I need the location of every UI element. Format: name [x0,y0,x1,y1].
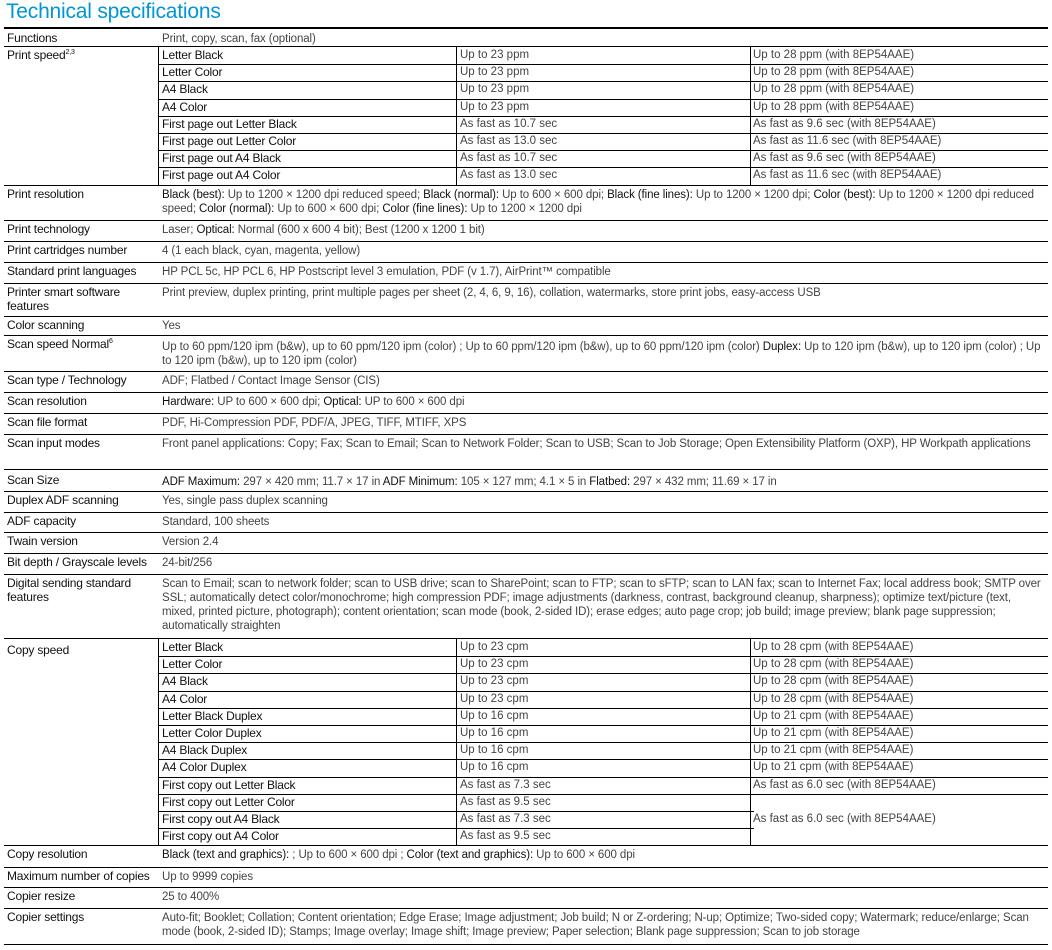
spec-label: Copier settings [7,910,85,924]
spec-label: Scan Size [7,473,60,487]
speed-row [158,794,1048,811]
spec-label: ADF capacity [7,514,76,528]
speed-standard-value: Up to 16 cpm [460,744,529,757]
spec-label: Copy speed [7,643,70,657]
speed-standard-value: Up to 23 ppm [460,100,530,113]
spec-label: Copy resolution [7,847,88,861]
speed-standard-value: Up to 23 cpm [460,658,529,671]
page-title: Technical specifications [6,0,221,23]
spec-label: Print resolution [7,187,84,201]
speed-row [158,64,1048,81]
speed-row [158,150,1048,167]
spec-label: Twain version [7,534,78,548]
speed-row-label: Letter Black [162,48,223,62]
speed-standard-value: As fast as 9.5 sec [460,795,551,808]
column-divider [456,47,457,185]
spec-row-print-technology [4,221,1048,242]
column-divider [750,639,751,845]
speed-standard-value: Up to 16 cpm [460,709,529,722]
speed-row [158,133,1048,150]
speed-standard-value: Up to 23 ppm [460,66,530,79]
speed-row-label: A4 Color [162,691,208,706]
column-divider [158,47,159,185]
spec-label: Scan input modes [7,436,100,450]
spec-value: 25 to 400% [162,891,220,903]
spec-label: Maximum number of copies [7,869,150,883]
title-divider [4,27,1048,29]
speed-row-label: Letter Black [162,640,223,654]
speed-row-label: A4 Black [162,674,208,689]
spec-row-color-scanning [4,317,1048,336]
speed-row [158,777,1048,794]
spec-label: Functions [7,31,58,45]
spec-row-copy-resolution [4,846,1048,868]
spec-value: 4 (1 each black, cyan, magenta, yellow) [162,245,361,257]
speed-row-label: First copy out A4 Black [162,812,280,826]
spec-row-print-resolution [4,186,1048,221]
speed-optional-value: Up to 28 cpm (with 8EP54AAE) [753,675,914,688]
spec-value: Front panel applications: Copy; Fax; Scan to Email; Scan to Network Folder; Scan to USB; Scan to Job Storage; Open Extensibility Platform (OXP), HP Workpath applications [162,438,1031,450]
column-divider [750,47,751,185]
column-divider [456,639,457,845]
spec-label: Scan speed Normal$^6$ [7,337,113,351]
speed-standard-value: As fast as 10.7 sec [460,152,558,165]
spec-row-scan-size [4,470,1048,492]
column-divider [158,639,159,845]
speed-row [158,691,1048,708]
spec-row-scan-resolution [4,393,1048,414]
speed-row [158,759,1048,776]
spec-value: Yes, single pass duplex scanning [162,495,328,507]
spec-row-print-cartridges [4,242,1048,263]
speed-row-label: First page out Letter Color [162,134,297,148]
speed-row-label: Letter Black Duplex [162,708,263,723]
speed-row-label: First copy out A4 Color [162,829,279,844]
speed-standard-value: As fast as 10.7 sec [460,117,558,130]
speed-row [158,742,1048,759]
spec-value: Up to 60 ppm/120 ipm (b&w), up to 60 ppm/120 ipm (color) ; Up to 60 ppm/120 ipm (b&w), up to 60 ppm/120 ipm (color) Duplex: Up to 120 ipm (b&w), up to 120 ipm (color) ; Up to 120 ipm (b&w), up to 120 ipm (color) [162,341,1041,367]
speed-standard-value: Up to 23 cpm [460,675,529,688]
speed-standard-value: Up to 16 cpm [460,761,529,774]
speed-row-label: Letter Color [162,65,223,80]
speed-row [158,99,1048,116]
spec-row-scan-speed [4,336,1048,372]
spec-label: Print speed$^{2,3}$ [7,48,75,62]
spec-value: Standard, 100 sheets [162,516,270,528]
speed-optional-value: As fast as 9.6 sec (with 8EP54AAE) [753,152,936,165]
speed-row-label: A4 Black Duplex [162,743,248,758]
speed-standard-value: As fast as 9.5 sec [460,830,551,843]
speed-row-label: First copy out Letter Black [162,777,296,792]
spec-value: Laser; Optical: Normal (600 x 600 4 bit); Best (1200 x 1200 1 bit) [162,224,485,236]
speed-optional-value: Up to 21 cpm (with 8EP54AAE) [753,744,914,757]
spec-value: Up to 9999 copies [162,871,254,883]
speed-optional-value: Up to 28 ppm (with 8EP54AAE) [753,83,915,96]
speed-optional-value: Up to 28 ppm (with 8EP54AAE) [753,49,915,61]
speed-optional-value: As fast as 6.0 sec (with 8EP54AAE) [753,778,936,791]
speed-row [158,116,1048,133]
spec-value: Black (best): Up to 1200 × 1200 dpi reduced speed; Black (normal): Up to 600 × 600 dpi; Black (fine lines): Up to 1200 × 1200 dpi; Color (best): Up to 1200 × 1200 dpi reduced speed; Color (normal): Up to 600 × 600 dpi; Color (fine lines): Up to 1200 × 1200 dpi [162,189,1034,215]
speed-row [158,47,1048,64]
speed-row [158,167,1048,184]
speed-standard-value: As fast as 13.0 sec [460,135,558,147]
spec-row-bit-depth [4,554,1048,575]
speed-optional-value-merged: As fast as 6.0 sec (with 8EP54AAE) [753,812,936,825]
spec-row-scan-file-format [4,414,1048,435]
spec-value: Black (text and graphics): ; Up to 600 × 600 dpi ; Color (text and graphics): Up to 600 × 600 dpi [162,849,635,861]
speed-row-label: First page out Letter Black [162,116,297,131]
spec-value: Hardware: UP to 600 × 600 dpi; Optical: UP to 600 × 600 dpi [162,396,465,408]
speed-standard-value: As fast as 7.3 sec [460,778,551,791]
spec-value: Print, copy, scan, fax (optional) [162,33,316,45]
spec-label: Scan type / Technology [7,373,127,387]
spec-value: Scan to Email; scan to network folder; scan to USB drive; scan to SharePoint; scan to FTP; scan to sFTP; scan to LAN fax; scan to Internet Fax; local address book; SMTP over SSL; automatically detect color/monochrome; high compression PDF; image adjustments (darkness, contrast, background cleanup, sharpness); optimize text/picture (text, mixed, printed picture, photograph); content orientation; scan mode (book, 2-sided ID); erase edges; auto page crop; job build; image preview; blank page suppression; automatically straighten [162,578,1041,632]
speed-optional-value: Up to 28 cpm (with 8EP54AAE) [753,641,914,653]
speed-optional-value: Up to 21 cpm (with 8EP54AAE) [753,709,914,722]
spec-row-copier-resize [4,888,1048,909]
speed-standard-value: Up to 23 cpm [460,641,529,653]
speed-row-label: First page out A4 Black [162,151,281,166]
spec-value: Auto-fit; Booklet; Collation; Content orientation; Edge Erase; Image adjustment; Job build; N or Z-ordering; N-up; Optimize; Two-sided copy; Watermark; reduce/enlarge; Scan mode (book, 2-sided ID); Stamps; Image overlay; Image shift; Image preview; Paper selection; Blank page suppression; Scan to job storage [162,912,1029,938]
speed-standard-value: As fast as 13.0 sec [460,169,558,182]
speed-optional-value: As fast as 11.6 sec (with 8EP54AAE) [753,135,942,147]
speed-standard-value: Up to 16 cpm [460,727,529,739]
spec-value: Yes [162,320,181,332]
spec-row-digital-sending [4,575,1048,639]
speed-standard-value: Up to 23 ppm [460,83,530,96]
speed-row-label: First copy out Letter Color [162,794,295,809]
speed-row-label: Letter Color [162,657,223,672]
spec-row-print-speed [4,47,1048,186]
spec-label: Scan resolution [7,394,87,408]
spec-row-smart-software [4,284,1048,317]
speed-optional-value: Up to 28 cpm (with 8EP54AAE) [753,658,914,671]
spec-row-adf-capacity [4,513,1048,533]
spec-label: Scan file format [7,415,88,429]
speed-optional-value: Up to 28 cpm (with 8EP54AAE) [753,692,914,705]
speed-optional-value: Up to 28 ppm (with 8EP54AAE) [753,66,915,79]
spec-value: ADF; Flatbed / Contact Image Sensor (CIS) [162,375,380,387]
spec-row-functions [4,30,1048,47]
spec-label: Print cartridges number [7,243,128,257]
spec-label: Copier resize [7,889,76,903]
speed-optional-value: Up to 21 cpm (with 8EP54AAE) [753,761,914,774]
speed-row-label: First page out A4 Color [162,168,281,183]
speed-row [158,639,1048,656]
spec-label: Print technology [7,222,90,236]
speed-optional-value: As fast as 11.6 sec (with 8EP54AAE) [753,169,942,182]
spec-row-duplex-adf [4,492,1048,513]
speed-row [158,708,1048,725]
spec-value: ADF Maximum: 297 × 420 mm; 11.7 × 17 in ADF Minimum: 105 × 127 mm; 4.1 × 5 in Flatbed: 297 × 432 mm; 11.69 × 17 in [162,476,777,488]
spec-label: Bit depth / Grayscale levels [7,555,147,569]
speed-row [158,656,1048,673]
spec-row-copier-settings [4,909,1048,945]
speed-row [158,725,1048,742]
spec-label: Printer smart software features [7,285,120,313]
spec-value: Print preview, duplex printing, print multiple pages per sheet (2, 4, 6, 9, 16), collation, watermarks, store print jobs, easy-access USB [162,287,821,299]
spec-row-copy-speed [4,639,1048,846]
spec-value: HP PCL 5c, HP PCL 6, HP Postscript level 3 emulation, PDF (v 1.7), AirPrint™ compatible [162,266,611,278]
speed-row-label: A4 Color [162,99,208,114]
spec-row-twain-version [4,533,1048,554]
speed-standard-value: Up to 23 cpm [460,692,529,705]
speed-row-label: A4 Color Duplex [162,760,247,775]
spec-label: Color scanning [7,318,85,332]
spec-row-scan-type [4,372,1048,393]
spec-row-scan-input-modes [4,435,1048,470]
spec-row-print-languages [4,263,1048,284]
speed-row [158,81,1048,98]
spec-value: 24-bit/256 [162,557,213,569]
speed-row-label: A4 Black [162,82,208,97]
speed-row [158,828,1048,845]
speed-optional-value: Up to 28 ppm (with 8EP54AAE) [753,100,915,113]
speed-optional-value: As fast as 9.6 sec (with 8EP54AAE) [753,117,936,130]
spec-row-max-copies [4,868,1048,888]
spec-label: Digital sending standard features [7,576,131,604]
spec-label: Duplex ADF scanning [7,493,119,507]
speed-row-label: Letter Color Duplex [162,726,262,740]
speed-row [158,673,1048,690]
spec-label: Standard print languages [7,264,137,278]
speed-standard-value: As fast as 7.3 sec [460,813,551,825]
spec-value: PDF, Hi-Compression PDF, PDF/A, JPEG, TIFF, MTIFF, XPS [162,417,467,429]
speed-standard-value: Up to 23 ppm [460,49,530,61]
speed-optional-value: Up to 21 cpm (with 8EP54AAE) [753,727,914,739]
spec-value: Version 2.4 [162,536,219,548]
